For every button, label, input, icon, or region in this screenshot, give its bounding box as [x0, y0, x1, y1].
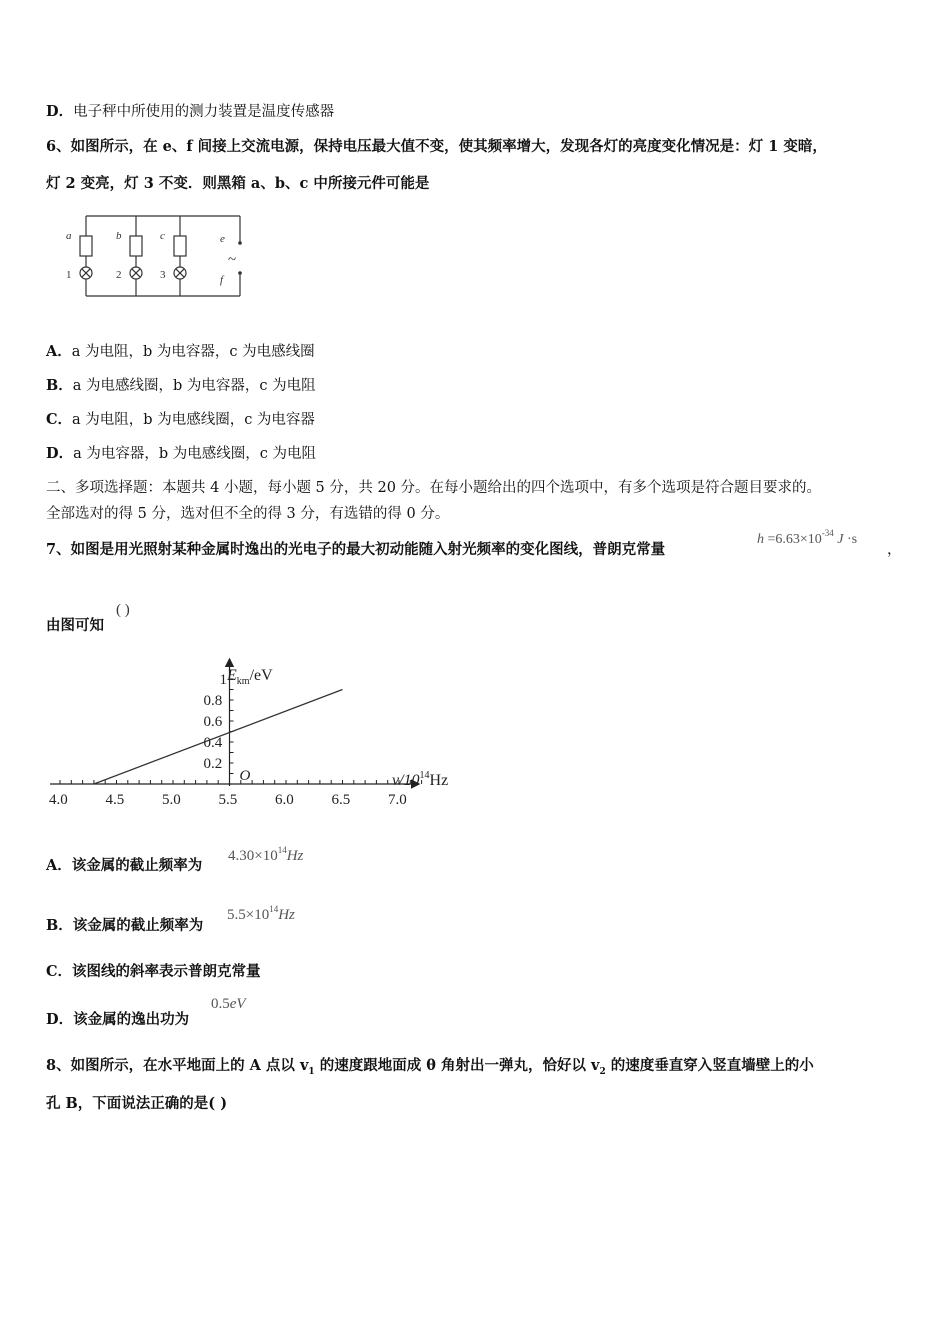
formula-exponent: 14 — [277, 845, 287, 855]
q7-option-b — [46, 916, 203, 936]
q7-option-d — [46, 1010, 189, 1030]
formula-base: 5.5×10 — [227, 907, 270, 923]
q7-stem-line2: 由图可知 — [46, 617, 104, 634]
x-tick-label: 4.5 — [105, 792, 125, 808]
q6-option-d — [46, 444, 316, 464]
option-letter: C． — [46, 411, 73, 428]
x-label-main: ν/10 — [392, 772, 420, 789]
q8-subscript-2: 2 — [599, 1066, 606, 1077]
origin-label: O — [239, 768, 251, 784]
q5-option-d — [46, 102, 334, 122]
y-tick-label: 0.4 — [203, 735, 223, 751]
q7-graph — [40, 654, 480, 824]
formula-base: 4.30×10 — [228, 848, 278, 864]
planck-unit-j: J — [837, 532, 844, 547]
planck-exponent: -34 — [821, 528, 834, 538]
q6-stem-line2: 灯 2 变亮，灯 3 不变．则黑箱 a、b、c 中所接元件可能是 — [46, 175, 430, 192]
option-text: a 为电容器，b 为电感线圈，c 为电阻 — [73, 446, 316, 462]
q7-stem-line1: 7、如图是用光照射某种金属时逸出的光电子的最大初动能随入射光频率的变化图线，普朗克常量 — [46, 541, 666, 558]
x-tick-label: 5.0 — [162, 792, 181, 808]
x-tick-label: 7.0 — [388, 792, 407, 808]
lamp-label-1: 1 — [66, 269, 72, 281]
formula-exponent: 14 — [269, 904, 279, 914]
formula-unit: eV — [229, 996, 246, 1012]
q7-option-a — [46, 856, 202, 876]
x-tick-label: 5.5 — [218, 792, 238, 808]
q8-text-part3: 的速度垂直穿入竖直墙壁上的小 — [605, 1057, 814, 1074]
box-label-c: c — [160, 230, 165, 242]
x-tick-label: 6.5 — [331, 792, 351, 808]
y-label-main: E — [227, 667, 237, 684]
option-text: 该金属的截止频率为 — [72, 917, 204, 934]
q7-comma: ， — [887, 542, 902, 558]
lamp-label-3: 3 — [160, 269, 166, 281]
q7-option-c — [46, 962, 261, 982]
option-letter: A． — [46, 857, 72, 874]
y-tick-label: 1 — [219, 672, 227, 688]
option-text: 该图线的斜率表示普朗克常量 — [72, 963, 261, 980]
section2-header-line2: 全部选对的得 5 分，选对但不全的得 3 分，有选错的得 0 分。 — [46, 506, 450, 522]
y-label-sub: km — [236, 676, 250, 687]
y-tick-label: 0.6 — [203, 714, 223, 730]
option-letter: D． — [46, 445, 74, 462]
q8-stem-line2: 孔 B，下面说法正确的是( ) — [46, 1095, 228, 1112]
ac-source-symbol: ~ — [228, 252, 237, 268]
option-text: 该金属的截止频率为 — [71, 857, 203, 874]
q6-option-b — [46, 376, 316, 396]
q6-circuit-diagram — [44, 204, 252, 308]
x-tick-label: 6.0 — [275, 792, 294, 808]
y-tick-label: 0.2 — [203, 756, 223, 772]
q8-text-part1: 8、如图所示，在水平地面上的 A 点以 v — [46, 1057, 309, 1074]
planck-unit-s: ·s — [847, 532, 858, 547]
option-letter: B． — [46, 917, 73, 934]
option-letter: C． — [46, 963, 73, 980]
lamp-label-2: 2 — [116, 269, 122, 281]
option-text: 该金属的逸出功为 — [73, 1011, 190, 1028]
q8-stem-line1 — [46, 1056, 814, 1082]
option-text: a 为电感线圈，b 为电容器，c 为电阻 — [72, 378, 316, 394]
formula-unit: Hz — [286, 848, 304, 864]
y-tick-label: 0.8 — [203, 693, 223, 709]
box-label-b: b — [116, 230, 122, 242]
formula-base: 0.5 — [211, 996, 230, 1012]
planck-constant-formula — [757, 528, 857, 548]
x-axis-label — [392, 770, 448, 789]
option-d-formula — [211, 996, 246, 1013]
formula-unit: Hz — [278, 907, 295, 923]
answer-paren: ( ) — [116, 602, 130, 618]
q8-text-part2: 的速度跟地面成 θ 角射出一弹丸，恰好以 v — [314, 1057, 600, 1074]
option-b-formula — [227, 904, 295, 924]
q6-option-a — [46, 342, 315, 362]
q8-subscript-1: 1 — [308, 1066, 315, 1077]
q6-stem-line1: 6、如图所示，在 e、f 间接上交流电源，保持电压最大值不变，使其频率增大，发现各灯的亮度变化情况是：灯 1 变暗， — [46, 138, 827, 155]
option-letter: D． — [46, 103, 74, 120]
q6-option-c — [46, 410, 315, 430]
option-a-formula — [228, 845, 303, 865]
planck-h: h — [757, 532, 764, 547]
option-letter: B． — [46, 377, 73, 394]
box-label-a: a — [66, 230, 72, 242]
x-label-exp: 14 — [419, 770, 430, 781]
y-axis-label — [226, 667, 273, 687]
terminal-f: f — [220, 274, 224, 286]
terminal-e: e — [220, 233, 225, 245]
option-text: a 为电阻，b 为电感线圈，c 为电容器 — [72, 412, 315, 428]
planck-value: =6.63×10 — [767, 532, 822, 547]
option-text: 电子秤中所使用的测力装置是温度传感器 — [73, 104, 335, 120]
x-tick-label: 4.0 — [49, 792, 68, 808]
option-text: a 为电阻，b 为电容器，c 为电感线圈 — [71, 344, 315, 360]
y-label-unit: /eV — [249, 667, 273, 684]
x-label-unit: Hz — [429, 772, 449, 789]
option-letter: D． — [46, 1011, 74, 1028]
section2-header-line1: 二、多项选择题：本题共 4 小题，每小题 5 分，共 20 分。在每小题给出的四个选项中，有多个选项是符合题目要求的。 — [46, 480, 822, 496]
option-letter: A． — [46, 343, 72, 360]
